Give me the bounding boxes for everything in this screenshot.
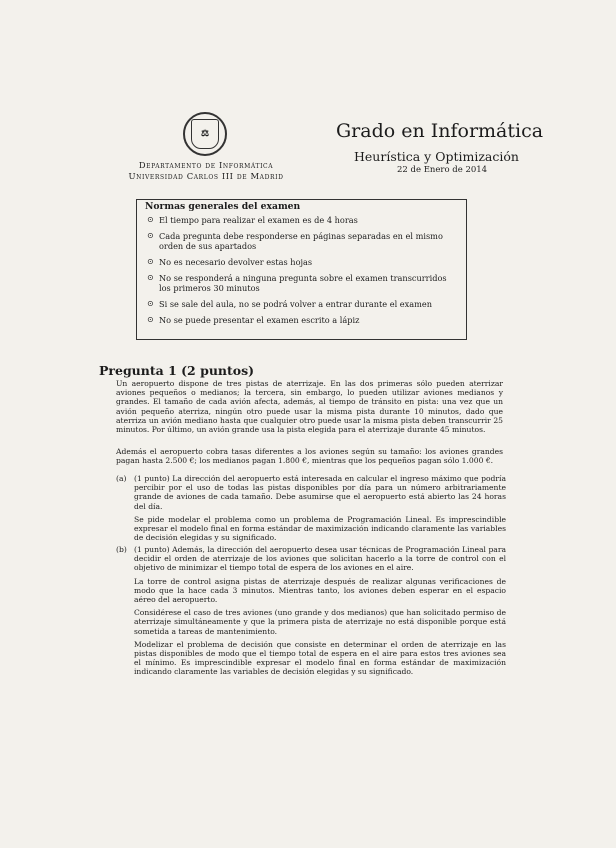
part-b-label: (b) — [116, 545, 127, 554]
university-seal-icon — [183, 112, 227, 156]
rules-title: Normas generales del examen — [145, 201, 301, 212]
part-b-text-1: (1 punto) Además, la dirección del aeropuerto desea usar técnicas de Programación Lineal para decidir el orden de aterrizaje de los aviones que solicitan hacerlo a la torre de control con el objetivo de minimizar el tiempo total de espera de los aviones en el aire. — [134, 545, 506, 573]
rule-item: ⊙ Cada pregunta debe responderse en páginas separadas en el mismo orden de sus apartados — [145, 231, 458, 251]
exam-date: 22 de Enero de 2014 — [397, 165, 488, 175]
question-part-a — [116, 474, 506, 546]
rule-item: ⊙ Si se sale del aula, no se podrá volver a entrar durante el examen — [145, 299, 458, 309]
department-block — [126, 160, 286, 182]
rule-item: ⊙ No es necesario devolver estas hojas — [145, 257, 458, 267]
part-a-text-1: (1 punto) La dirección del aeropuerto está interesada en calcular el ingreso máximo que podría percibir por el uso de todas las pistas disponibles por día para un número arbitrariamente grande de aviones de cada tamaño. Debe asumirse que el aeropuerto está abierto las 24 horas del día. — [134, 474, 506, 511]
part-a-label: (a) — [116, 474, 127, 483]
part-b-text-3: Considérese el caso de tres aviones (uno grande y dos medianos) que han solicitado permiso de aterrizaje simultáneamente y que la primera pista de aterrizaje no está disponible porque está sometida a tareas de mantenimiento. — [134, 608, 506, 636]
part-a-text-2: Se pide modelar el problema como un problema de Programación Lineal. Es imprescindible expresar el modelo final en forma estándar de maximización indicando claramente las variables de decisión elegidas y su significado. — [134, 514, 506, 543]
rules-list — [145, 215, 458, 325]
part-b-text-4: Modelizar el problema de decisión que consiste en determinar el orden de aterrizaje en las pistas disponibles de modo que el tiempo total de espera en el aire para estos tres aviones sea el mínimo. Es imprescindible expresar el modelo final en forma estándar de maximización indicando claramente las variables de decisión elegidas y su significado. — [134, 639, 506, 677]
rule-item: ⊙ No se puede presentar el examen escrito a lápiz — [145, 315, 458, 325]
question-paragraph-1: Un aeropuerto dispone de tres pistas de aterrizaje. En las dos primeras sólo pueden aterrizar aviones pequeños o medianos; la tercera, sin embargo, lo pueden utilizar aviones medianos y grandes. El tamaño de cada avión afecta, además, al tiempo de tránsito en pista: una vez que un avión pequeño aterriza, ningún otro puede usar la misma pista durante 10 minutos, dado que aterriza un avión mediano hasta que cualquier otro puede usar la misma pista deben transcurrir 25 minutos. Por último, un avión grande usa la pista elegida para el aterrizaje durante 45 minutos. — [116, 379, 503, 435]
degree-title: Grado en Informática — [336, 120, 544, 142]
rule-item: ⊙ No se responderá a ninguna pregunta sobre el examen transcurridos los primeros 30 minutos — [145, 273, 458, 293]
rules-box — [136, 199, 467, 340]
part-b-text-2: La torre de control asigna pistas de aterrizaje después de realizar algunas verificaciones de modo que la hace cada 3 minutos. Mientras tanto, los aviones deben esperar en el espacio aéreo del aeropuerto. — [134, 576, 506, 605]
subject-title: Heurística y Optimización — [354, 149, 519, 164]
question-part-b — [116, 545, 506, 681]
university-name: Universidad Carlos III de Madrid — [128, 171, 284, 181]
department-name: Departamento de Informática — [138, 160, 274, 170]
rule-item: ⊙ El tiempo para realizar el examen es de 4 horas — [145, 215, 458, 225]
question-paragraph-2: Además el aeropuerto cobra tasas diferentes a los aviones según su tamaño: los aviones grandes pagan hasta 2.500 €; los medianos pagan 1.800 €, mientras que los pequeños pagan sólo 1.000 €. — [116, 447, 503, 466]
question-title: Pregunta 1 (2 puntos) — [99, 363, 255, 378]
seal-shield-icon: ⚖ — [191, 119, 219, 149]
